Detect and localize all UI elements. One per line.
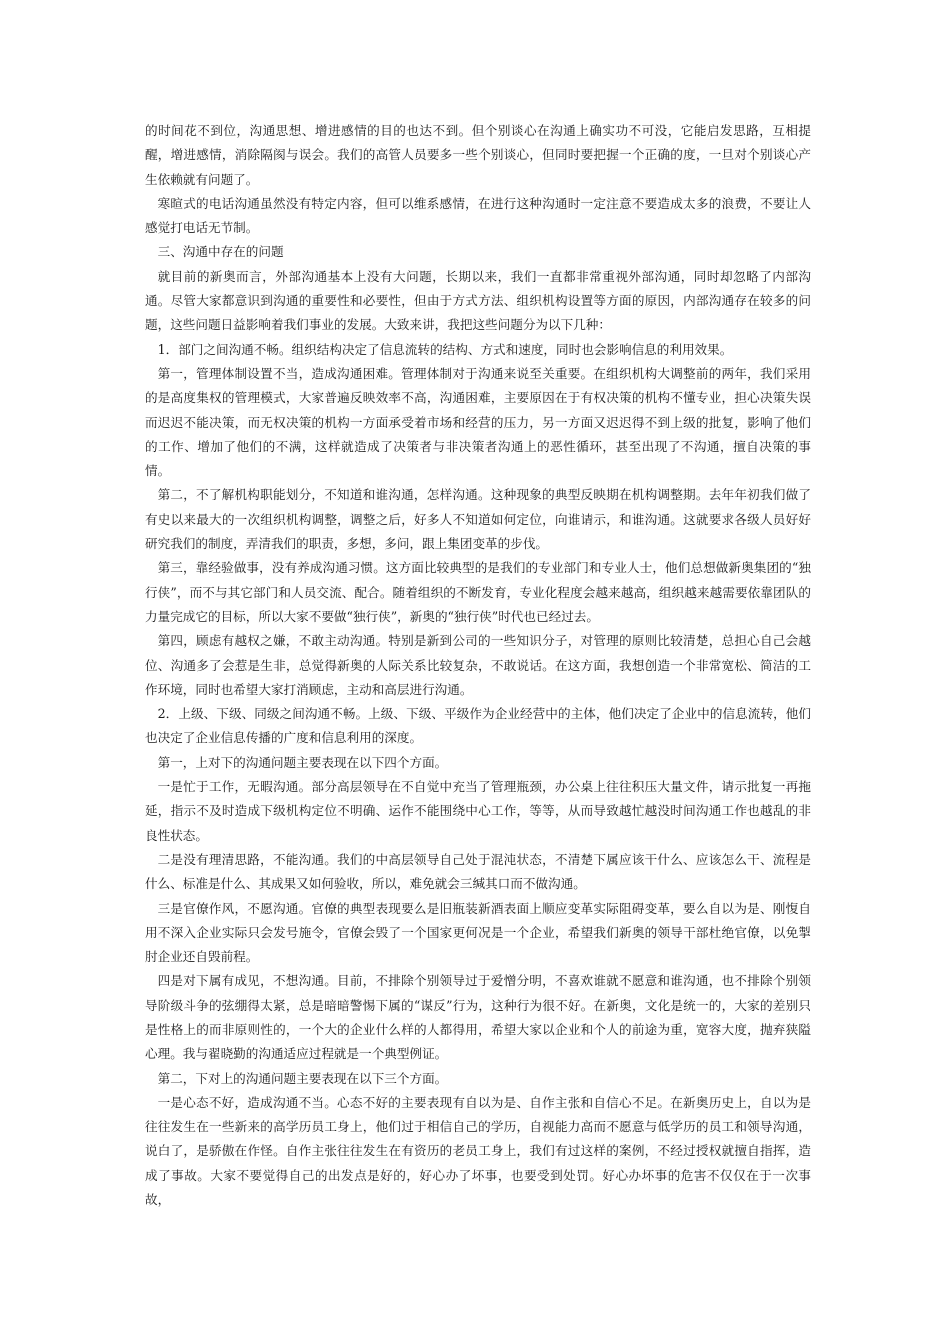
paragraph-prejudice: 四是对下属有成见，不想沟通。目前，不排除个别领导过于爱憎分明，不喜欢谁就不愿意和谁沟通，也不排除个别领导阶级斗争的弦绷得太紧，总是暗暗警惕下属的“谋反”行为，这种行为很不好。在新奥，文化是统一的，大家的差别只是性格上的而非原则性的，一个大的企业什么样的人都得用，希望大家以企业和个人的前途为重，宽容大度，抛弃狭隘心理。我与翟晓勤的沟通适应过程就是一个典型例证。: [145, 973, 811, 1062]
paragraph-phone-communication: 寒暄式的电话沟通虽然没有特定内容，但可以维系感情，在进行这种沟通时一定注意不要造成太多的浪费，不要让人感觉打电话无节制。: [145, 195, 811, 236]
document-page: [145, 119, 811, 1212]
section-heading-communication-problems: 三、沟通中存在的问题: [157, 244, 284, 260]
paragraph-item-2-levels: 2．上级、下级、同级之间沟通不畅。上级、下级、平级作为企业经营中的主体，他们决定了企业中的信息流转，他们也决定了企业信息传播的广度和信息利用的深度。: [145, 706, 811, 746]
paragraph-bottom-up-intro: 第二，下对上的沟通问题主要表现在以下三个方面。: [157, 1070, 448, 1086]
paragraph-top-down-intro: 第一，上对下的沟通问题主要表现在以下四个方面。: [157, 754, 448, 770]
paragraph-fourth-overstep: 第四，顾虑有越权之嫌，不敢主动沟通。特别是新到公司的一些知识分子，对管理的原则比较清楚，总担心自己会越位、沟通多了会惹是生非，总觉得新奥的人际关系比较复杂，不敢说话。在这方面，我想创造一个非常宽松、简洁的工作环境，同时也希望大家打消顾虑，主动和高层进行沟通。: [145, 633, 811, 697]
paragraph-bureaucracy: 三是官僚作风，不愿沟通。官僚的典型表现要么是旧瓶装新酒表面上顺应变革实际阻碍变革，要么自以为是、刚愎自用不深入企业实际只会发号施令，官僚会毁了一个国家更何况是一个企业，希望我们新奥的领导干部杜绝官僚，以免掣肘企业还自毁前程。: [145, 900, 811, 965]
paragraph-busy-no-time: 一是忙于工作，无暇沟通。部分高层领导在不自觉中充当了管理瓶颈，办公桌上往往积压大量文件，请示批复一再拖延，指示不及时造成下级机构定位不明确、运作不能围绕中心工作，等等，从而导致越忙越没时间沟通工作也越乱的非良性状态。: [145, 779, 811, 843]
paragraph-intro-problems: 就目前的新奥而言，外部沟通基本上没有大问题，长期以来，我们一直都非常重视外部沟通，同时却忽略了内部沟通。尽管大家都意识到沟通的重要性和必要性，但由于方式方法、组织机构设置等方面的原因，内部沟通存在较多的问题，这些问题日益影响着我们事业的发展。大致来讲，我把这些问题分为以下几种：: [145, 268, 811, 333]
paragraph-continued: 的时间花不到位，沟通思想、增进感情的目的也达不到。但个别谈心在沟通上确实功不可没，它能启发思路，互相提醒，增进感情，消除隔阂与误会。我们的高管人员要多一些个别谈心，但同时要把握一个正确的度，一旦对个别谈心产生依赖就有问题了。: [145, 123, 811, 187]
paragraph-item-1-departments: 1．部门之间沟通不畅。组织结构决定了信息流转的结构、方式和速度，同时也会影响信息的利用效果。: [157, 341, 733, 357]
paragraph-attitude: 一是心态不好，造成沟通不当。心态不好的主要表现有自以为是、自作主张和自信心不足。在新奥历史上，自以为是往往发生在一些新来的高学历员工身上，他们过于相信自己的学历，自视能力高而不愿意与低学历的员工和领导沟通，说白了，是骄傲在作怪。自作主张往往发生在有资历的老员工身上，我们有过这样的案例，不经过授权就擅自指挥，造成了事故。大家不要觉得自己的出发点是好的，好心办了坏事，也要受到处罚。好心办坏事的危害不仅仅在于一次事故，: [145, 1094, 811, 1208]
paragraph-third-experience: 第三，靠经验做事，没有养成沟通习惯。这方面比较典型的是我们的专业部门和专业人士，他们总想做新奥集团的“独行侠”，而不与其它部门和人员交流、配合。随着组织的不断发育，专业化程度会越来越高，组织越来越需要依靠团队的力量完成它的目标，所以大家不要做“独行侠”，新奥的“独行侠”时代也已经过去。: [145, 560, 811, 624]
paragraph-first-management-system: 第一，管理体制设置不当，造成沟通困难。管理体制对于沟通来说至关重要。在组织机构大调整前的两年，我们采用的是高度集权的管理模式，大家普遍反映效率不高，沟通困难，主要原因在于有权决策的机构不懂专业，担心决策失误而迟迟不能决策，而无权决策的机构一方面承受着市场和经营的压力，另一方面又迟迟得不到上级的批复，影响了他们的工作、增加了他们的不满，这样就造成了决策者与非决策者沟通上的恶性循环，甚至出现了不沟通，擅自决策的事情。: [145, 365, 811, 479]
paragraph-second-functions: 第二，不了解机构职能划分，不知道和谁沟通，怎样沟通。这种现象的典型反映期在机构调整期。去年年初我们做了有史以来最大的一次组织机构调整，调整之后，好多人不知道如何定位，向谁请示，和谁沟通。这就要求各级人员好好研究我们的制度，弄清我们的职责，多想，多问，跟上集团变革的步伐。: [145, 487, 811, 552]
paragraph-unclear-thinking: 二是没有理清思路，不能沟通。我们的中高层领导自己处于混沌状态，不清楚下属应该干什么、应该怎么干、流程是什么、标准是什么、其成果又如何验收，所以，难免就会三缄其口而不做沟通。: [145, 851, 811, 892]
